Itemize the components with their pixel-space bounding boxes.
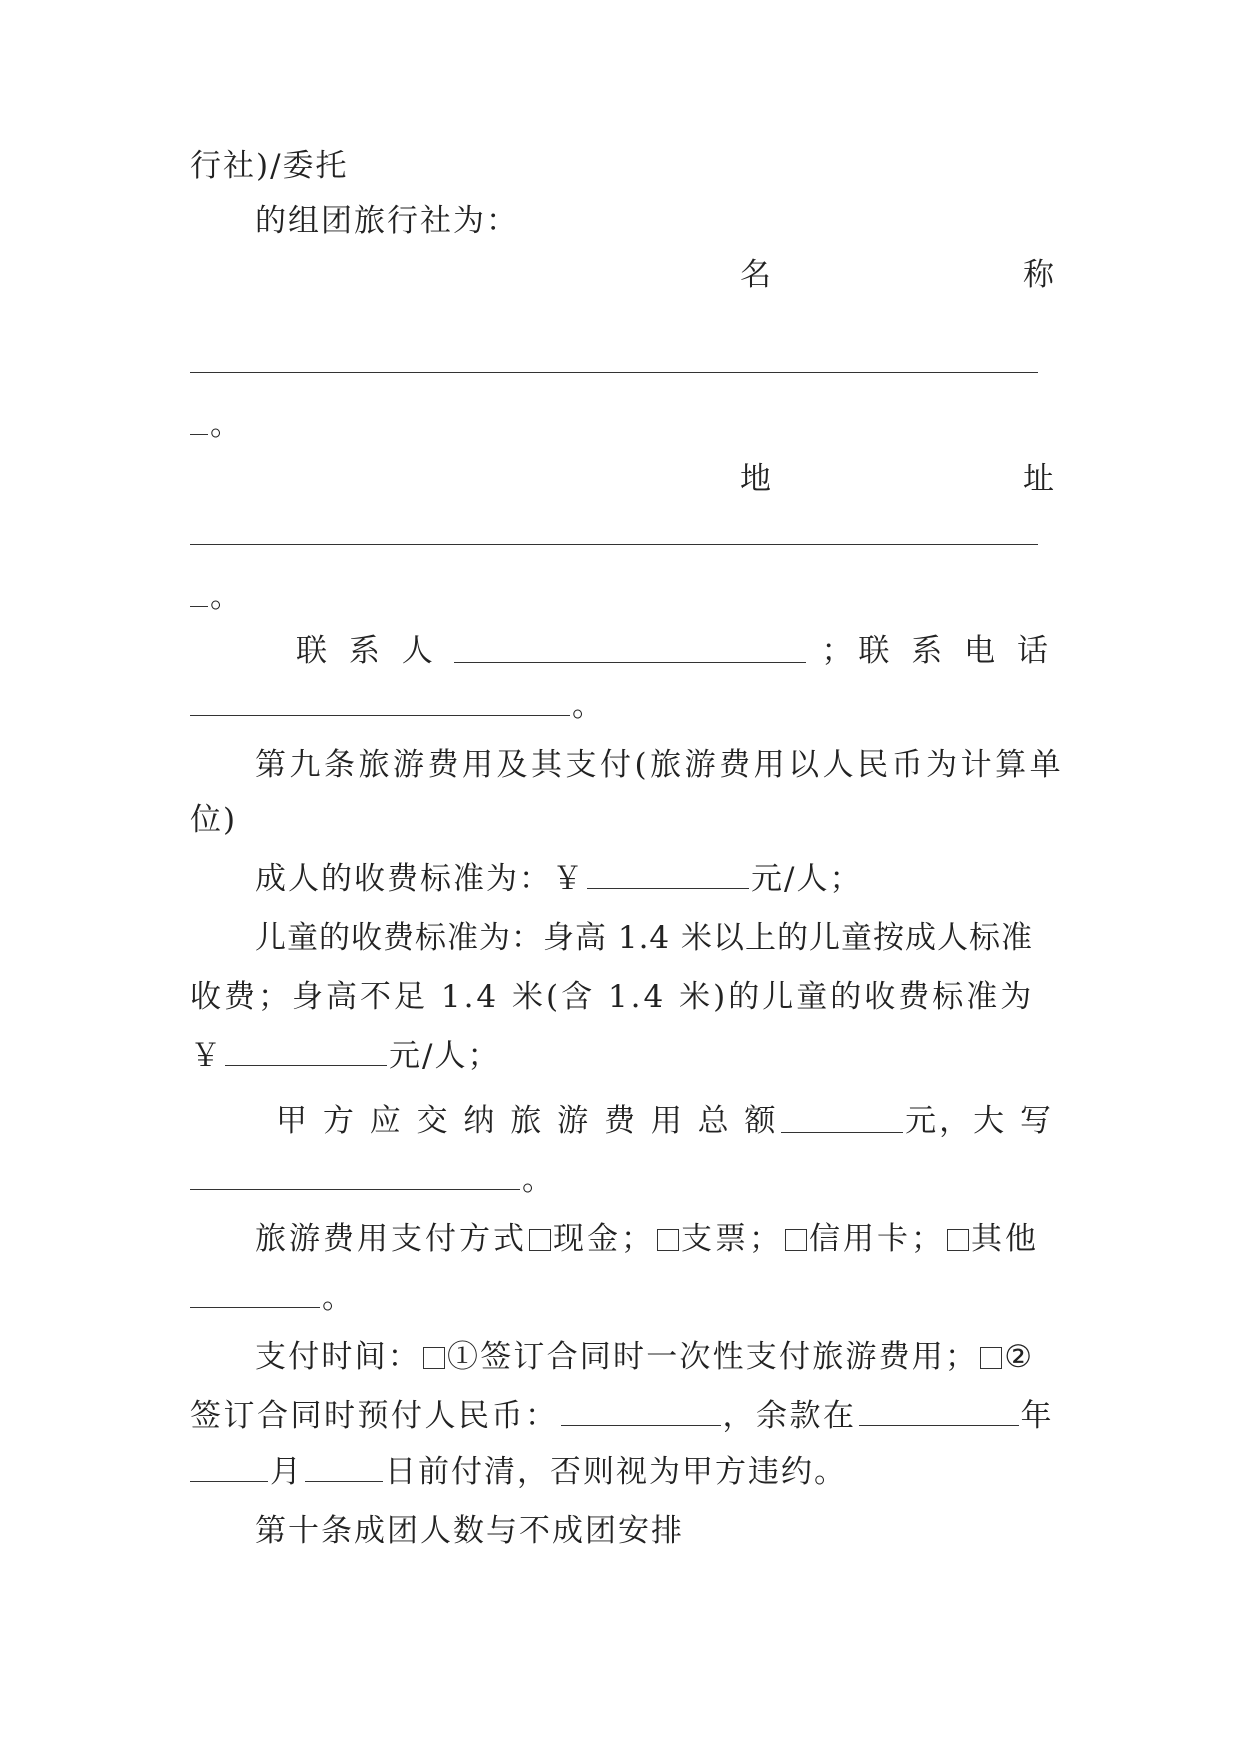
balance-year-blank[interactable]: [859, 1403, 1019, 1426]
address-label-char: 地: [740, 461, 771, 497]
child-fee-blank[interactable]: [225, 1043, 387, 1066]
contact-person-blank[interactable]: [454, 640, 806, 663]
text-line: 。: [190, 1278, 1054, 1318]
blank-tail: [190, 412, 208, 435]
address-label: [740, 459, 1054, 499]
checkbox-prepay[interactable]: [980, 1347, 1002, 1369]
other-method-blank[interactable]: [190, 1285, 320, 1308]
article-10-heading: 第十条成团人数与不成团安排: [255, 1513, 684, 1549]
checkbox-other[interactable]: [947, 1229, 969, 1251]
address-blank[interactable]: [190, 544, 1038, 545]
contact-line: [296, 631, 1054, 671]
checkbox-cash[interactable]: [529, 1229, 551, 1251]
payment-time-line: 支付时间： ①签订合同时一次性支付旅游费用； ②: [255, 1339, 1035, 1375]
adult-fee-blank[interactable]: [587, 866, 749, 889]
text-line: 。: [190, 577, 1054, 617]
checkbox-card[interactable]: [785, 1229, 807, 1251]
total-fee-upper-label: 元，大 写: [905, 1103, 1054, 1139]
child-fee-line: ￥ 元/人；: [190, 1038, 501, 1074]
name-blank[interactable]: [190, 372, 1038, 373]
adult-fee-line: 成人的收费标准为：￥ 元/人；: [255, 861, 863, 897]
text-line: 。: [190, 1160, 1054, 1200]
address-label-char: 址: [1023, 461, 1054, 497]
total-fee-label: 甲 方 应 交 纳 旅 游 费 用 总 额: [276, 1103, 779, 1139]
prepay-line: 签订合同时预付人民币： ，余款在 年: [190, 1398, 1054, 1434]
blank-tail: [190, 584, 208, 607]
text-line: 的组团旅行社为：: [255, 203, 519, 239]
total-fee-blank[interactable]: [781, 1110, 904, 1133]
checkbox-cheque[interactable]: [657, 1229, 679, 1251]
checkbox-pay-once[interactable]: [423, 1347, 445, 1369]
child-fee-line: 收费；身高不足 1.4 米(含 1.4 米)的儿童的收费标准为: [190, 979, 1035, 1015]
text-line: 。: [190, 405, 1054, 445]
text-line: 行社)/委托: [190, 148, 349, 184]
text-line: 。: [190, 686, 1054, 726]
name-label-char: 称: [1023, 257, 1054, 293]
contact-person-label: 联 系 人: [296, 633, 439, 669]
total-fee-line: [276, 1101, 1054, 1141]
text-line: 位): [190, 802, 238, 838]
prepay-amount-blank[interactable]: [561, 1403, 721, 1426]
balance-month-blank[interactable]: [190, 1459, 268, 1482]
total-upper-blank[interactable]: [190, 1167, 520, 1190]
name-label: [740, 255, 1054, 295]
child-fee-line: 儿童的收费标准为：身高 1.4 米以上的儿童按成人标准: [255, 920, 1034, 956]
payment-method-line: 旅游费用支付方式 现金； 支票； 信用卡； 其他: [255, 1221, 1039, 1257]
balance-day-blank[interactable]: [305, 1459, 383, 1482]
due-date-line: 月 日前付清，否则视为甲方违约。: [190, 1452, 1054, 1492]
article-9-heading: 第九条旅游费用及其支付(旅游费用以人民币为计算单: [255, 747, 1065, 783]
contact-phone-blank[interactable]: [190, 693, 570, 716]
contact-phone-label: ；联 系 电 话: [821, 633, 1054, 669]
name-label-char: 名: [740, 257, 771, 293]
